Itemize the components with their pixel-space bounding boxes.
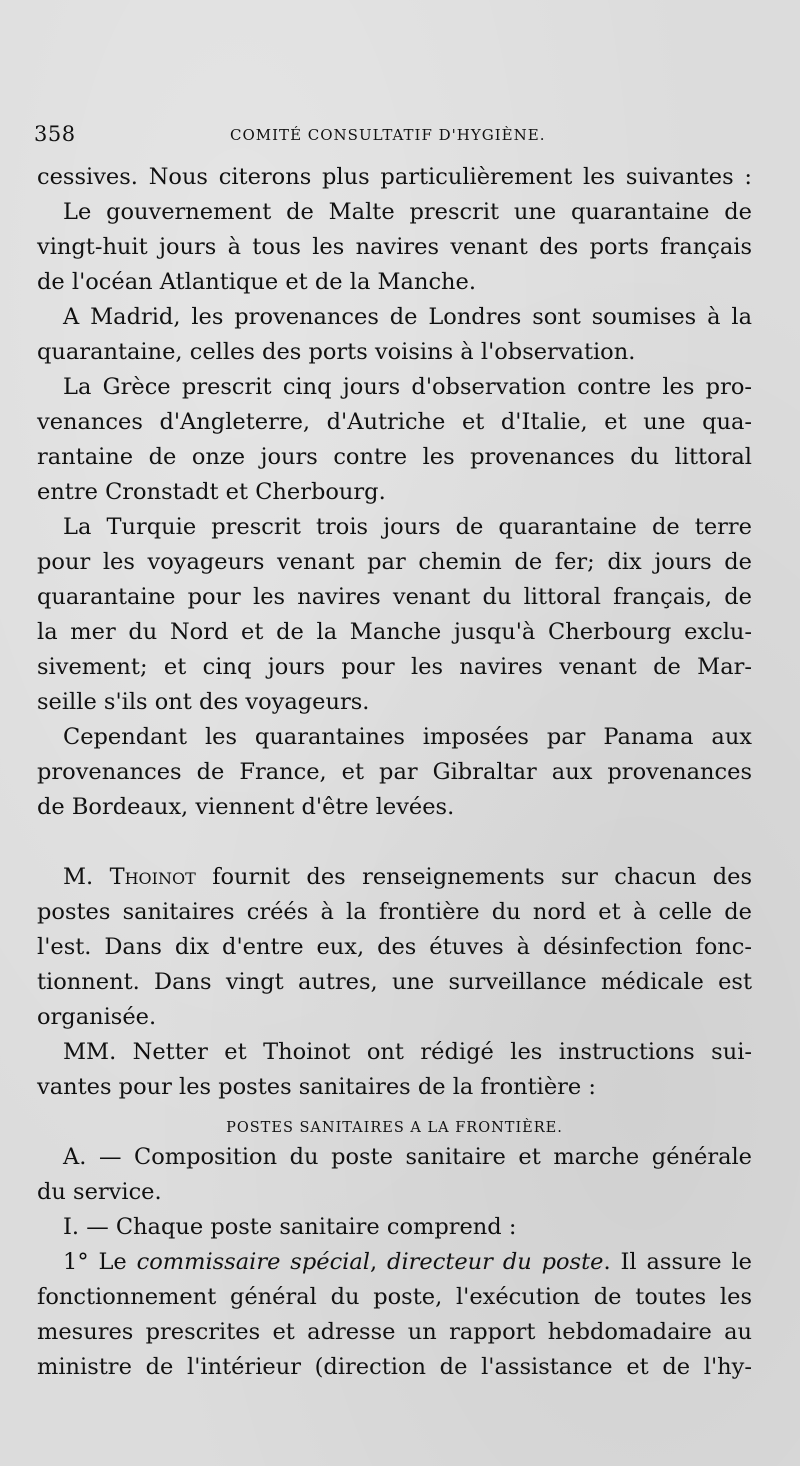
thoinot-line-rest: fournit des renseignements sur chacun des	[212, 864, 752, 890]
item1-role: commissaire spécial	[136, 1249, 370, 1275]
m-prefix: M.	[63, 864, 110, 890]
text-line-thoinot	[37, 860, 752, 895]
text-line: l'est. Dans dix d'entre eux, des étuves à désinfection fonc-	[37, 934, 752, 960]
text-line: venances d'Angleterre, d'Autriche et d'Italie, et une qua-	[37, 409, 752, 435]
item1-rest: . Il assure le	[603, 1249, 752, 1275]
text-line: mesures prescrites et adresse un rapport hebdomadaire au	[37, 1319, 752, 1345]
text-line: sivement; et cinq jours pour les navires venant de Mar-	[37, 654, 752, 680]
text-line: fonctionnement général du poste, l'exécution de toutes les	[37, 1284, 752, 1310]
text-line: rantaine de onze jours contre les provenances du littoral	[37, 444, 752, 470]
body-text	[37, 160, 752, 1385]
page-header	[34, 122, 774, 152]
paragraph-gap	[37, 825, 752, 860]
text-line: du service.	[37, 1179, 162, 1205]
text-line: ministre de l'intérieur (direction de l'assistance et de l'hy-	[37, 1354, 752, 1380]
item1-number: 1° Le	[63, 1249, 137, 1275]
section-heading: POSTES SANITAIRES A LA FRONTIÈRE.	[226, 1120, 563, 1136]
text-line: pour les voyageurs venant par chemin de fer; dix jours de	[37, 549, 752, 575]
text-line: de Bordeaux, viennent d'être levées.	[37, 794, 455, 820]
item1-title: directeur du poste	[387, 1249, 604, 1275]
text-line: provenances de France, et par Gibraltar aux provenances	[37, 759, 752, 785]
text-line: Cependant les quarantaines imposées par Panama aux	[63, 724, 752, 750]
text-line: La Turquie prescrit trois jours de quarantaine de terre	[63, 514, 752, 540]
text-line: entre Cronstadt et Cherbourg.	[37, 479, 386, 505]
text-line: I. — Chaque poste sanitaire comprend :	[63, 1214, 517, 1240]
text-line: vantes pour les postes sanitaires de la frontière :	[37, 1074, 596, 1100]
text-line: vingt-huit jours à tous les navires venant des ports français	[37, 234, 752, 260]
text-line: la mer du Nord et de la Manche jusqu'à Cherbourg exclu-	[37, 619, 752, 645]
item1-comma: ,	[369, 1249, 388, 1275]
running-title: COMITÉ CONSULTATIF D'HYGIÈNE.	[230, 126, 546, 144]
text-line: Le gouvernement de Malte prescrit une quarantaine de	[63, 199, 752, 225]
text-line: tionnent. Dans vingt autres, une surveillance médicale est	[37, 969, 752, 995]
text-line-item-1	[37, 1245, 752, 1280]
text-line: La Grèce prescrit cinq jours d'observation contre les pro-	[63, 374, 752, 400]
text-line: seille s'ils ont des voyageurs.	[37, 689, 370, 715]
text-line: MM. Netter et Thoinot ont rédigé les instructions sui-	[63, 1039, 752, 1065]
page-number: 358	[34, 122, 76, 146]
text-line: postes sanitaires créés à la frontière du nord et à celle de	[37, 899, 752, 925]
text-line: quarantaine pour les navires venant du littoral français, de	[37, 584, 752, 610]
thoinot-name: Thoinot	[109, 864, 196, 890]
text-line: cessives. Nous citerons plus particulièrement les suivantes :	[37, 164, 752, 190]
text-line: A Madrid, les provenances de Londres sont soumises à la	[63, 304, 752, 330]
text-line: A. — Composition du poste sanitaire et marche générale	[63, 1144, 752, 1170]
text-line: de l'océan Atlantique et de la Manche.	[37, 269, 477, 295]
text-line: quarantaine, celles des ports voisins à l'observation.	[37, 339, 636, 365]
text-line: organisée.	[37, 1004, 157, 1030]
